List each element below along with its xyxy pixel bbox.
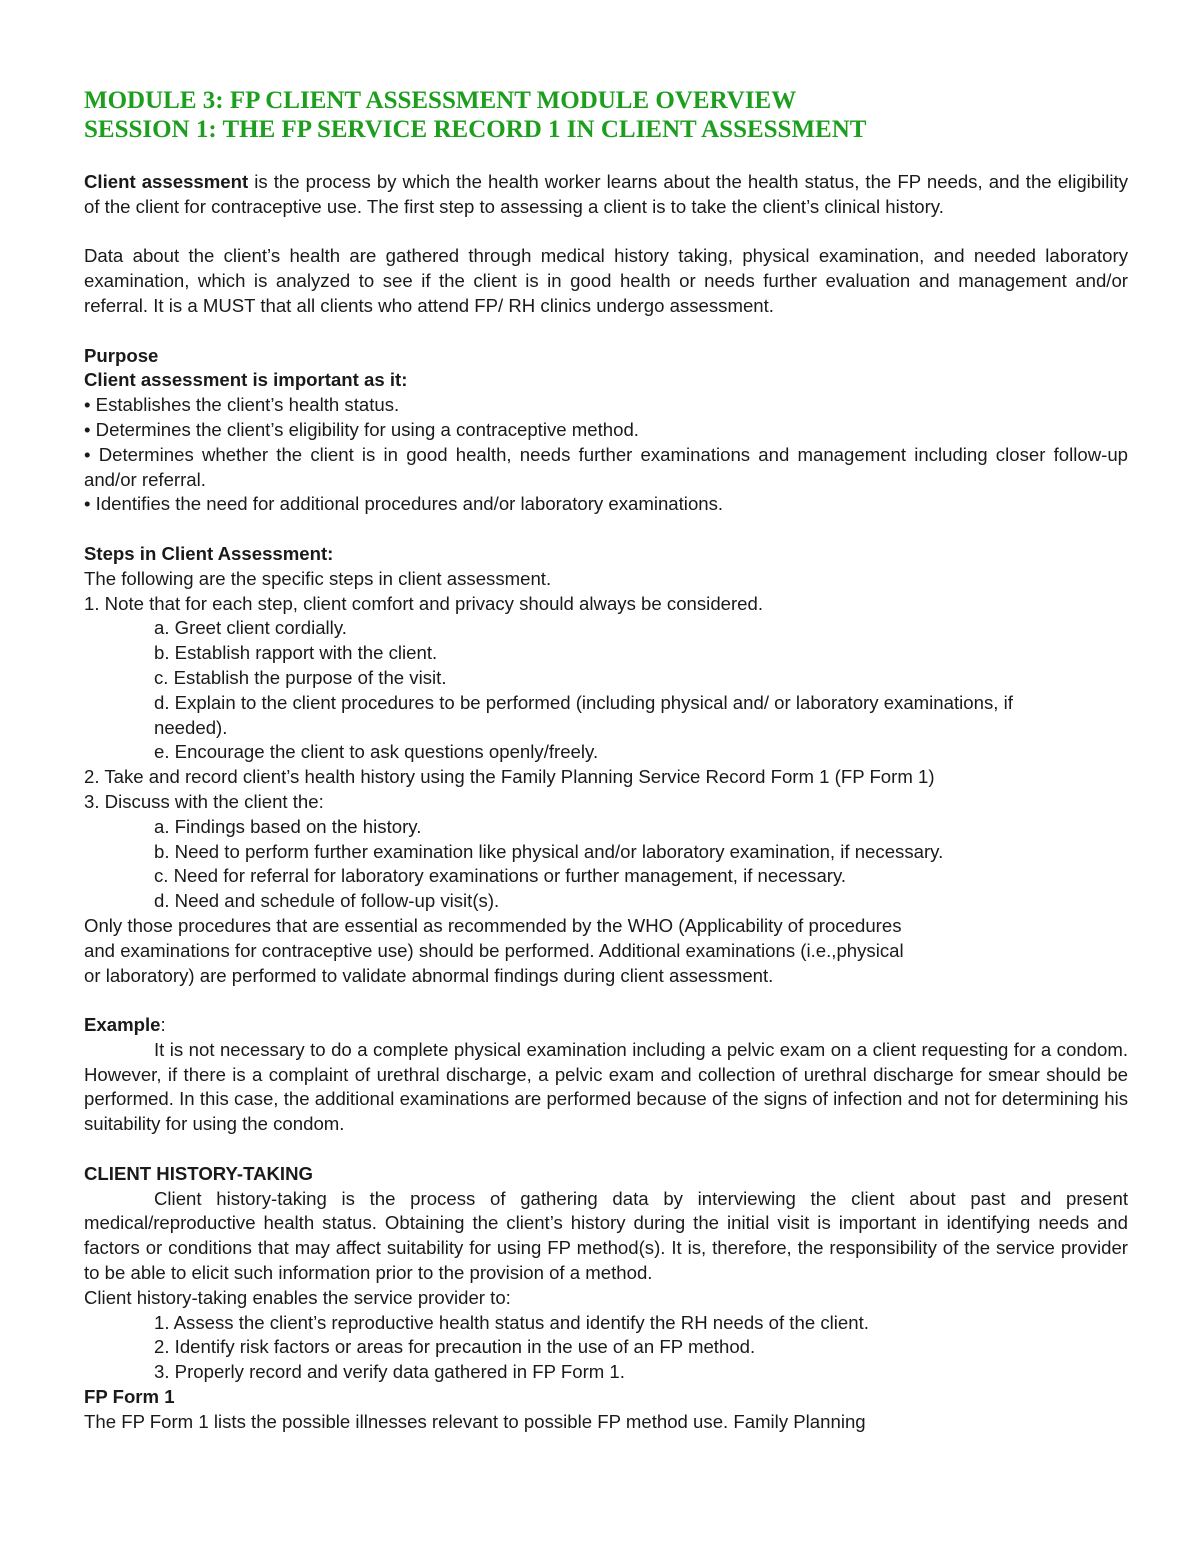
- document-page: [84, 86, 1128, 1435]
- step-1-item: e. Encourage the client to ask questions openly/freely.: [154, 741, 599, 763]
- example-paragraph: It is not necessary to do a complete physical examination including a pelvic exam on a client requesting for a condom. However, if there is a complaint of urethral discharge, a pelvic exam and collection of urethral discharge for smear should be performed. In this case, the additional examinations are performed because of the signs of infection and not for determining his suitability for using the condom.: [84, 1038, 1128, 1135]
- step-3-item: c. Need for referral for laboratory examinations or further management, if necessary.: [154, 865, 847, 887]
- example-label: Example: [84, 1014, 161, 1036]
- form1-text: The FP Form 1 lists the possible illnesses relevant to possible FP method use. Family Planning: [84, 1410, 866, 1432]
- step-1-item: b. Establish rapport with the client.: [154, 642, 438, 664]
- session-title: SESSION 1: THE FP SERVICE RECORD 1 IN CLIENT ASSESSMENT: [84, 116, 867, 143]
- history-paragraph: Client history-taking is the process of gathering data by interviewing the client about past and present medical/reproductive health status. Obtaining the client’s history during the initial visit is important in identifying needs and factors or conditions that may affect suitability for using FP method(s). It is, therefore, the responsibility of the service provider to be able to elicit such information prior to the provision of a method.: [84, 1187, 1128, 1284]
- step-1-item: d. Explain to the client procedures to be performed (including physical and/ or laboratory examinations, if needed).: [154, 691, 1013, 738]
- steps-closing-line: or laboratory) are performed to validate abnormal findings during client assessment.: [84, 964, 774, 986]
- history-item: 2. Identify risk factors or areas for precaution in the use of an FP method.: [154, 1336, 756, 1358]
- steps-closing-line: Only those procedures that are essential as recommended by the WHO (Applicability of procedures: [84, 914, 902, 936]
- example-heading: [84, 1013, 1128, 1038]
- history-heading: CLIENT HISTORY-TAKING: [84, 1162, 313, 1184]
- purpose-subheading: Client assessment is important as it:: [84, 369, 408, 391]
- purpose-heading: Purpose: [84, 344, 159, 366]
- step-1-item: a. Greet client cordially.: [154, 617, 347, 639]
- steps-heading: Steps in Client Assessment:: [84, 542, 334, 564]
- history-item: 1. Assess the client’s reproductive health status and identify the RH needs of the client.: [154, 1311, 869, 1333]
- history-enables: Client history-taking enables the service provider to:: [84, 1286, 511, 1308]
- step-2: 2. Take and record client’s health history using the Family Planning Service Record Form 1 (FP Form 1): [84, 766, 935, 788]
- intro-term: Client assessment: [84, 171, 249, 192]
- step-3-item: a. Findings based on the history.: [154, 815, 422, 837]
- purpose-bullet: • Determines the client’s eligibility for using a contraceptive method.: [84, 418, 639, 440]
- purpose-bullet: • Determines whether the client is in good health, needs further examinations and management including closer follow-up and/or referral.: [84, 443, 1128, 490]
- example-colon: :: [160, 1014, 166, 1036]
- step-1-item: c. Establish the purpose of the visit.: [154, 666, 447, 688]
- purpose-bullet: • Identifies the need for additional procedures and/or laboratory examinations.: [84, 493, 724, 515]
- steps-intro: The following are the specific steps in client assessment.: [84, 567, 552, 589]
- step-1: 1. Note that for each step, client comfort and privacy should always be considered.: [84, 592, 764, 614]
- history-item: 3. Properly record and verify data gathered in FP Form 1.: [154, 1361, 625, 1383]
- step-3-item: b. Need to perform further examination like physical and/or laboratory examination, if necessary.: [154, 840, 944, 862]
- intro-text: is the process by which the health worker learns about the health status, the FP needs, and the eligibility of the client for contraceptive use. The first step to assessing a client is to take the client’s clinical history.: [84, 171, 1128, 217]
- steps-closing-line: and examinations for contraceptive use) should be performed. Additional examinations (i.e.,physical: [84, 939, 904, 961]
- intro-paragraph: [84, 170, 1128, 220]
- step-3-item: d. Need and schedule of follow-up visit(s).: [154, 890, 500, 912]
- form1-heading: FP Form 1: [84, 1386, 175, 1408]
- purpose-bullet: • Establishes the client’s health status.: [84, 394, 400, 416]
- data-paragraph: Data about the client’s health are gathered through medical history taking, physical examination, and needed laboratory examination, which is analyzed to see if the client is in good health or needs further evaluation and management and/or referral. It is a MUST that all clients who attend FP/ RH clinics undergo assessment.: [84, 245, 1128, 316]
- step-3: 3. Discuss with the client the:: [84, 790, 324, 812]
- module-title: MODULE 3: FP CLIENT ASSESSMENT MODULE OVERVIEW: [84, 87, 797, 114]
